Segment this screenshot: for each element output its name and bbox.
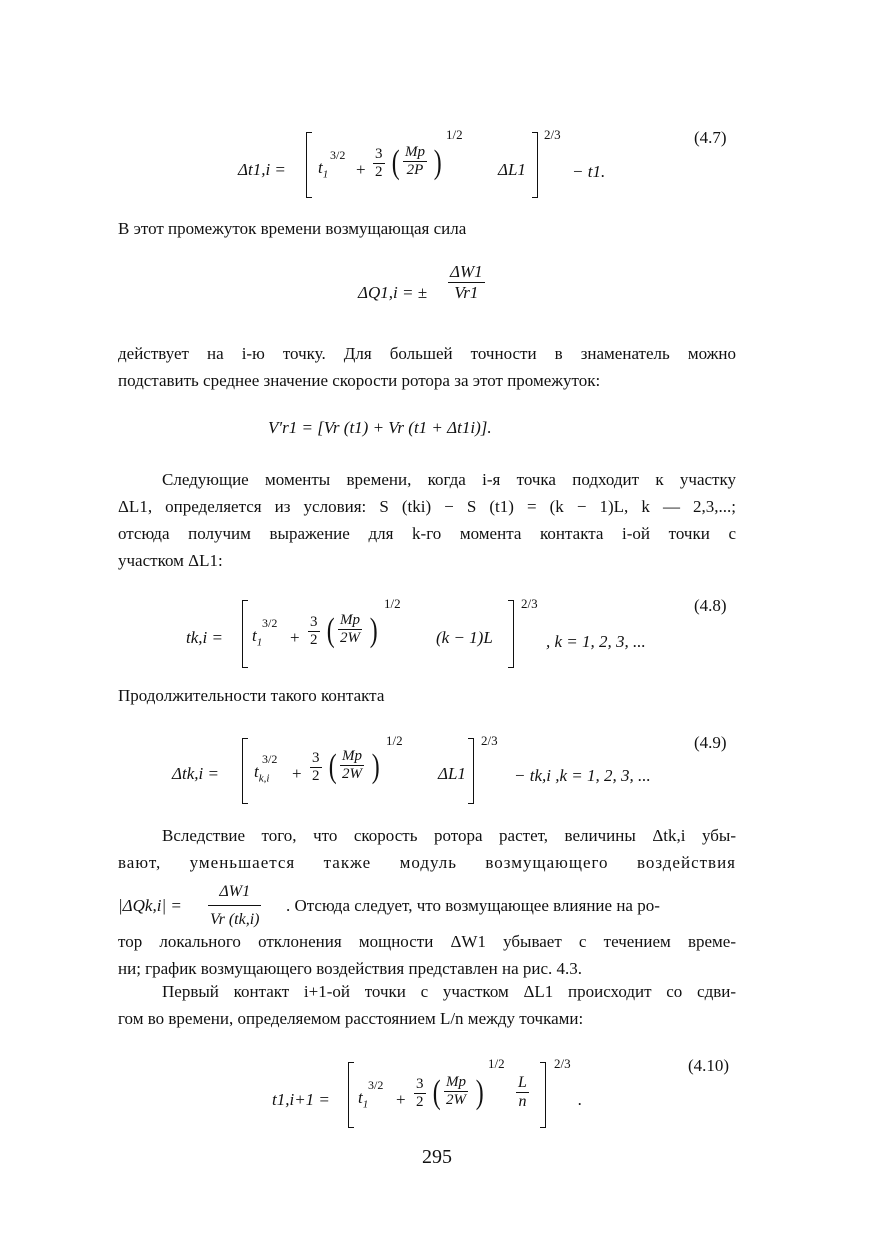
- eq410-t1: $t_1$: [358, 1088, 369, 1111]
- eq47-paren-left: (: [391, 144, 400, 181]
- eq47-t1: $t_1$: [318, 158, 329, 181]
- text-line: подставить среднее значение скорости ротора за этот промежуток:: [118, 371, 601, 390]
- eq49-left-bracket: [242, 738, 248, 804]
- eq48-mid: (k − 1)L: [436, 628, 493, 647]
- eq47-dl: ΔL1: [498, 160, 526, 179]
- eq48-plus: +: [290, 628, 300, 647]
- eq48-coef: $\frac{3}{2}$: [310, 614, 318, 648]
- paragraph-1: [118, 215, 736, 242]
- eq410-number: (4.10): [688, 1056, 730, 1075]
- eq48-paren-left: (: [326, 612, 335, 649]
- eq410-frac: $\frac{Mp}{2W}$: [446, 1074, 466, 1108]
- eq47-plus: +: [356, 160, 366, 179]
- eq47-power-half: 1/2: [446, 127, 463, 142]
- text-line: отсюда получим выражение для k-го момента контакта i-ой точки с: [118, 524, 736, 543]
- eq49-paren-left: (: [328, 748, 337, 785]
- eq49-t-power: 3/2: [262, 752, 278, 766]
- eq47-paren-right: ): [433, 144, 442, 181]
- eq48-number: (4.8): [694, 596, 727, 615]
- eq49-paren-right: ): [371, 748, 380, 785]
- text-line: Вследствие того, что скорость ротора растет, величины Δtk,i убы-: [162, 826, 736, 845]
- eq410-tail: .: [578, 1090, 583, 1109]
- eq48-left-bracket: [242, 600, 248, 668]
- paragraph-4: [118, 682, 736, 709]
- eq410-power-half: 1/2: [488, 1056, 505, 1071]
- eq48-power-half: 1/2: [384, 596, 401, 611]
- eq48-t1-power: 3/2: [262, 616, 278, 630]
- paragraph-6: [118, 978, 736, 1032]
- eq48-paren-right: ): [369, 612, 378, 649]
- text-line: ни; график возмущающего воздействия представлен на рис. 4.3.: [118, 959, 583, 978]
- eq410-plus: +: [396, 1090, 406, 1109]
- text-line: гом во времени, определяемом расстоянием L/n между точками:: [118, 1009, 584, 1028]
- eq49-tail: − tk,i ,k = 1, 2, 3, ...: [514, 766, 651, 785]
- eq48-t1: $t_1$: [252, 626, 263, 649]
- text-line: вают, уменьшается также модуль возмущающего воздействия: [118, 853, 736, 872]
- eq49-lhs: Δtk,i =: [172, 764, 219, 783]
- eq49-frac: $\frac{Mp}{2W}$: [342, 748, 362, 782]
- text-line: Первый контакт i+1-ой точки с участком ΔL1 происходит со сдви-: [162, 982, 736, 1001]
- inline-lhs: |ΔQk,i| =: [118, 896, 182, 915]
- text-line: Следующие моменты времени, когда i-я точка подходит к участку: [162, 470, 736, 489]
- eq49-right-bracket: [468, 738, 474, 804]
- eq49-power-23: 2/3: [481, 733, 498, 748]
- text-line: действует на i-ю точку. Для большей точности в знаменатель можно: [118, 344, 736, 363]
- eq47-tail: − t1.: [572, 162, 606, 181]
- equation-v: V′r1 = [Vr (t1) + Vr (t1 + Δt1i)].: [268, 418, 492, 437]
- eq410-l-over-n: $\frac{L}{n}$: [518, 1074, 527, 1110]
- eq49-plus: +: [292, 764, 302, 783]
- eq48-right-bracket: [508, 600, 514, 668]
- eq49-t: $t_{k,i}$: [254, 762, 270, 785]
- eq49-coef: $\frac{3}{2}$: [312, 750, 320, 784]
- eq47-right-bracket: [532, 132, 538, 198]
- paragraph-5: [118, 822, 736, 982]
- eq47-frac: $\frac{Mp}{2P}$: [405, 144, 425, 178]
- inline-frac: $\frac{\Delta W1}{Vr (tk,i)}$: [208, 878, 261, 933]
- inline-rest: . Отсюда следует, что возмущающее влияние на ро-: [286, 896, 660, 915]
- text-line: В этот промежуток времени возмущающая сила: [118, 219, 467, 238]
- eq49-number: (4.9): [694, 733, 727, 752]
- eq49-mid: ΔL1: [438, 764, 466, 783]
- text-line-inline-formula: [118, 876, 736, 928]
- eq49-power-half: 1/2: [386, 733, 403, 748]
- eq48-power-23: 2/3: [521, 596, 538, 611]
- eq410-left-bracket: [348, 1062, 354, 1128]
- text-line: тор локального отклонения мощности ΔW1 убывает с течением време-: [118, 932, 736, 951]
- eq47-t1-power: 3/2: [330, 148, 346, 162]
- eq48-frac: $\frac{Mp}{2W}$: [340, 612, 360, 646]
- force-lhs: ΔQ1,i = ±: [358, 283, 428, 302]
- eq47-number: (4.7): [694, 128, 727, 147]
- paragraph-3: [118, 466, 736, 574]
- text-line: ΔL1, определяется из условия: S (tki) − S (t1) = (k − 1)L, k — 2,3,...;: [118, 497, 736, 516]
- eq47-coef: $\frac{3}{2}$: [375, 146, 383, 180]
- eq47-lhs: Δt1,i =: [238, 160, 286, 179]
- eq47-power-23: 2/3: [544, 127, 561, 142]
- eq410-paren-right: ): [475, 1074, 484, 1111]
- eq410-power-23: 2/3: [554, 1056, 571, 1071]
- eq47-left-bracket: [306, 132, 312, 198]
- eq410-right-bracket: [540, 1062, 546, 1128]
- eq410-t1-power: 3/2: [368, 1078, 384, 1092]
- eq48-tail: , k = 1, 2, 3, ...: [546, 632, 646, 651]
- paragraph-2: [118, 340, 736, 394]
- force-frac: $\frac{\Delta W1}{Vr1}$: [450, 262, 483, 302]
- eq410-lhs: t1,i+1 =: [272, 1090, 330, 1109]
- eq410-paren-left: (: [432, 1074, 441, 1111]
- text-line: участком ΔL1:: [118, 551, 223, 570]
- eq48-lhs: tk,i =: [186, 628, 223, 647]
- text-line: Продолжительности такого контакта: [118, 686, 385, 705]
- eq410-coef: $\frac{3}{2}$: [416, 1076, 424, 1110]
- page-number: 295: [422, 1146, 452, 1168]
